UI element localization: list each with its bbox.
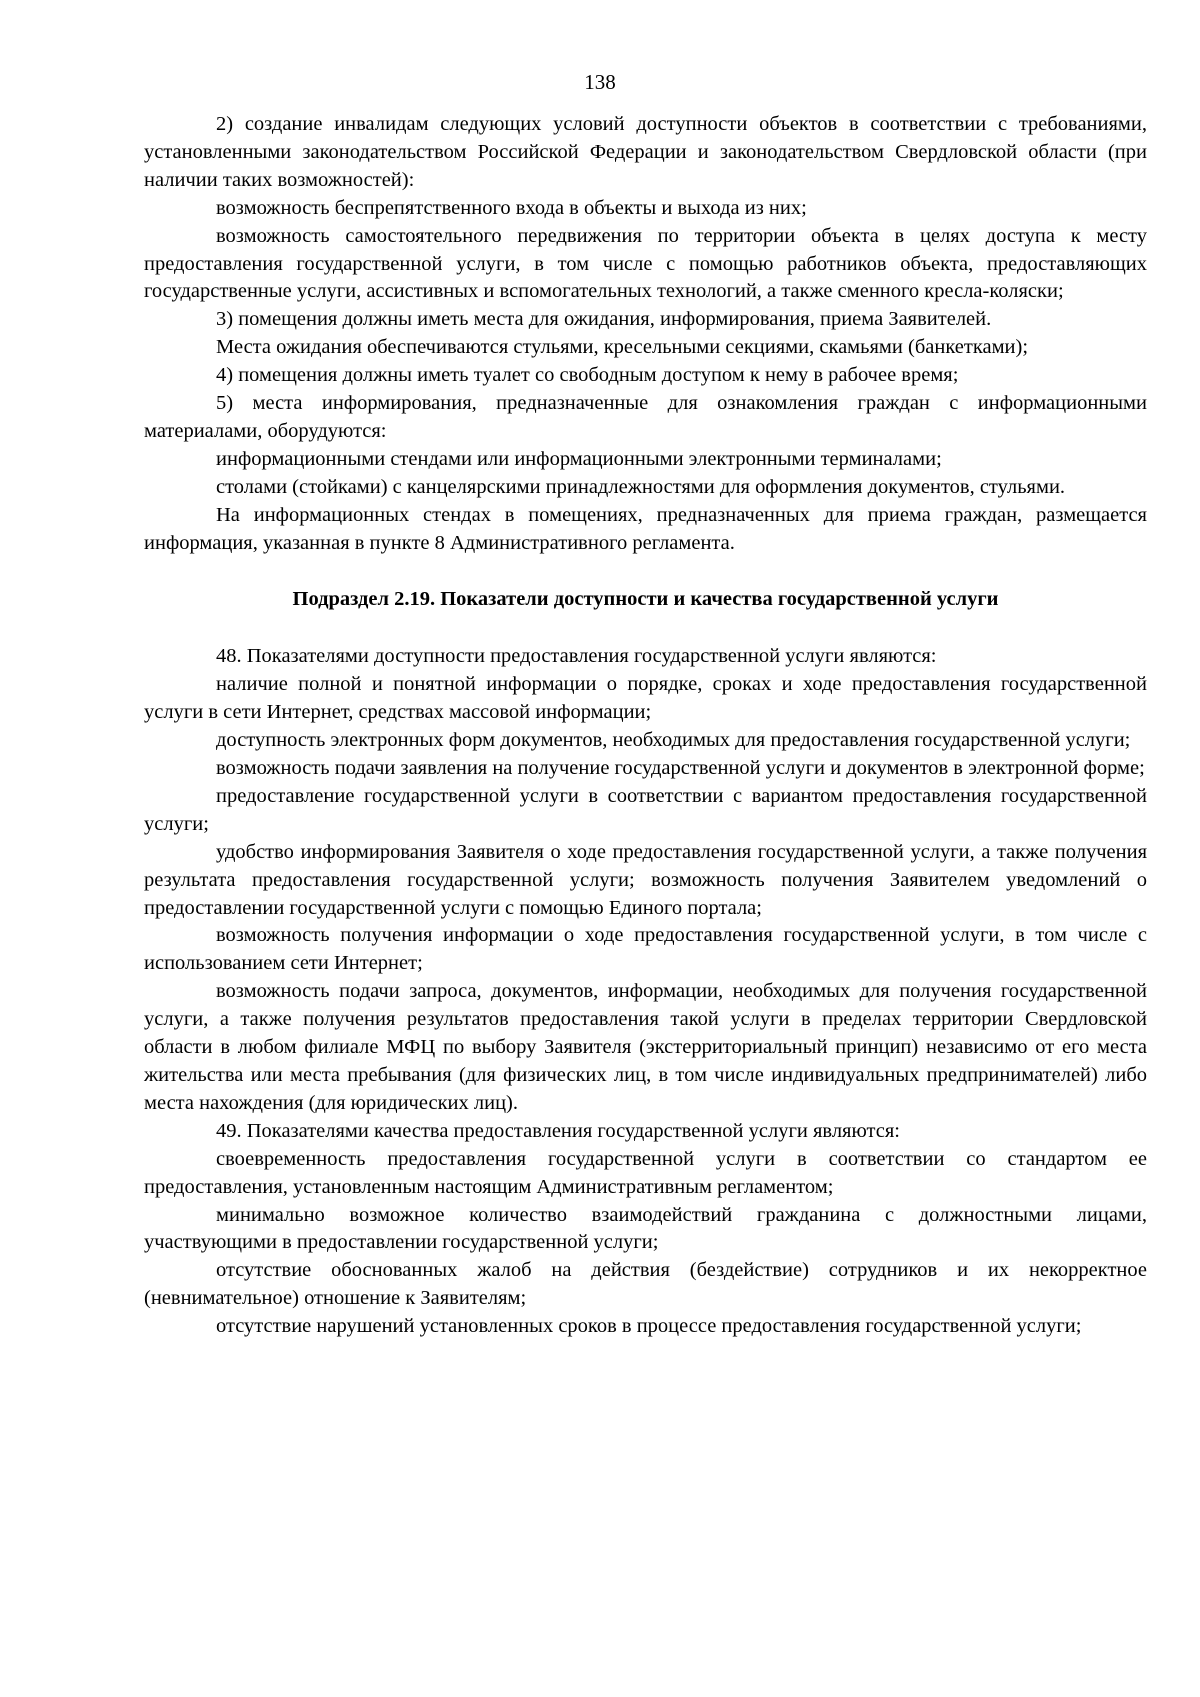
paragraph: столами (стойками) с канцелярскими принадлежностями для оформления документов, стульями. (216, 475, 1066, 498)
paragraph: 48. Показателями доступности предоставления государственной услуги являются: (216, 645, 937, 668)
paragraph: 2) создание инвалидам следующих условий доступности объектов в соответствии с требованиями, установленными законодательством Российской Федерации и законодательством Свердловской области (при наличии таких возможностей): (144, 113, 1147, 191)
paragraph: возможность подачи заявления на получение государственной услуги и документов в электронной форме; (216, 757, 1145, 780)
section-heading: Подраздел 2.19. Показатели доступности и качества государственной услуги (292, 587, 999, 610)
paragraph: отсутствие нарушений установленных сроков в процессе предоставления государственной услуги; (216, 1315, 1082, 1338)
paragraph: информационными стендами или информационными электронными терминалами; (216, 447, 942, 470)
paragraph: предоставление государственной услуги в соответствии с вариантом предоставления государственной услуги; (144, 784, 1147, 835)
paragraph: 49. Показателями качества предоставления государственной услуги являются: (216, 1119, 900, 1142)
paragraph: возможность получения информации о ходе предоставления государственной услуги, в том числе с использованием сети Интернет; (144, 924, 1147, 975)
paragraph: возможность подачи запроса, документов, информации, необходимых для получения государственной услуги, а также получения результатов предоставления такой услуги в пределах территории Свердловской области в любом филиале МФЦ по выбору Заявителя (экстерриториальный принцип) независимо от его места жительства или места пребывания (для физических лиц, в том числе индивидуальных предпринимателей) либо места нахождения (для юридических лиц). (144, 980, 1147, 1114)
paragraph: отсутствие обоснованных жалоб на действия (бездействие) сотрудников и их некорректное (невнимательное) отношение к Заявителям; (144, 1259, 1147, 1310)
paragraph: минимально возможное количество взаимодействий гражданина с должностными лицами, участвующими в предоставлении государственной услуги; (144, 1203, 1147, 1254)
paragraph: возможность беспрепятственного входа в объекты и выхода из них; (216, 196, 807, 219)
paragraph: Места ожидания обеспечиваются стульями, кресельными секциями, скамьями (банкетками); (216, 336, 1029, 359)
paragraph: 4) помещения должны иметь туалет со свободным доступом к нему в рабочее время; (216, 364, 959, 387)
paragraph: своевременность предоставления государственной услуги в соответствии со стандартом ее предоставления, установленным настоящим Административным регламентом; (144, 1147, 1147, 1198)
paragraph: 3) помещения должны иметь места для ожидания, информирования, приема Заявителей. (216, 308, 992, 331)
document-body (144, 111, 1147, 1341)
paragraph: возможность самостоятельного передвижения по территории объекта в целях доступа к месту предоставления государственной услуги, в том числе с помощью работников объекта, предоставляющих государственные услуги, ассистивных и вспомогательных технологий, а также сменного кресла-коляски; (144, 224, 1147, 303)
page-number: 138 (584, 70, 616, 94)
paragraph: наличие полной и понятной информации о порядке, сроках и ходе предоставления государственной услуги в сети Интернет, средствах массовой информации; (144, 673, 1147, 724)
paragraph: доступность электронных форм документов, необходимых для предоставления государственной услуги; (216, 729, 1131, 752)
paragraph: На информационных стендах в помещениях, предназначенных для приема граждан, размещается информация, указанная в пункте 8 Административного регламента. (144, 503, 1147, 554)
paragraph: удобство информирования Заявителя о ходе предоставления государственной услуги, а также получения результата предоставления государственной услуги; возможность получения Заявителем уведомлений о предоставлении государственной услуги с помощью Единого портала; (144, 840, 1147, 919)
paragraph: 5) места информирования, предназначенные для ознакомления граждан с информационными материалами, оборудуются: (144, 392, 1147, 442)
